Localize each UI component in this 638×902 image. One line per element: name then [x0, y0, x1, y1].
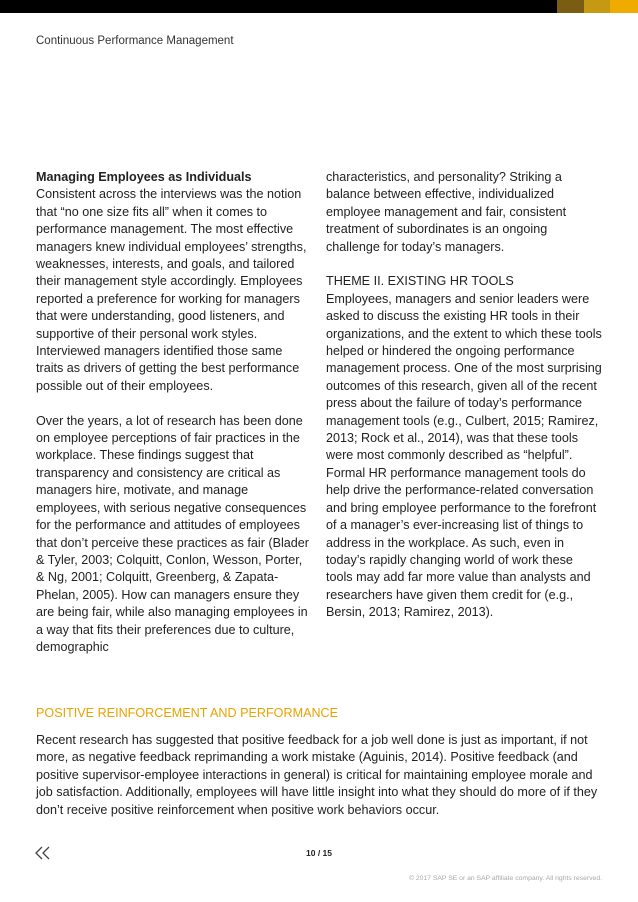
- theme-heading: THEME II. EXISTING HR TOOLS: [326, 274, 514, 289]
- accent-chip-light: [610, 0, 638, 13]
- section-body: [36, 732, 602, 819]
- page-number: 10 / 15: [306, 848, 332, 858]
- right-paragraph-2: Employees, managers and senior leaders were asked to discuss the existing HR tools in their organizations, and the extent to which these tools helped or hindered the ongoing performance management process. One of the most surprising outcomes of this research, given all of the recent press about the failure of today’s performance management tools (e.g., Culbert, 2015; Ramirez, 2013; Rock et al., 2014), was that these tools were most commonly described as “helpful”. Formal HR performance management tools do help drive the performance-related conversation and bring employee performance to the forefront of a manager’s ever-increasing list of things to address in the workplace. As such, even in today’s rapidly changing world of work these tools may add far more value than analysts and researchers have given them credit for (e.g., Bersin, 2013; Ramirez, 2013).: [326, 291, 602, 620]
- left-column: [36, 169, 312, 656]
- top-bar: [0, 0, 638, 13]
- left-paragraph-2: Over the years, a lot of research has been done on employee perceptions of fair practices in the workplace. These findings suggest that transparency and consistency are critical as managers hire, motivate, and manage employees, with serious negative consequences for the performance and attitudes of employees that don’t perceive these practices as fair (Blader & Tyler, 2003; Colquitt, Conlon, Wesson, Porter, & Ng, 2001; Colquitt, Greenberg, & Zapata-Phelan, 2005). How can managers ensure they are being fair, while also managing employees in a way that fits their preferences due to culture, demographic: [36, 413, 310, 654]
- copyright-notice: © 2017 SAP SE or an SAP affiliate company. All rights reserved.: [408, 875, 602, 882]
- right-column: [326, 169, 602, 622]
- left-paragraph-1: Consistent across the interviews was the notion that “no one size fits all” when it comes to performance management. The most effective managers knew individual employees’ strengths, weaknesses, interests, and goals, and tailored their management style accordingly. Employees reported a preference for working for managers that were understanding, good listeners, and supportive of their personal work styles. Interviewed managers identified those same traits as drivers of getting the best performance possible out of their employees.: [36, 187, 307, 393]
- running-header: Continuous Performance Management: [36, 35, 234, 47]
- section-paragraph: Recent research has suggested that positive feedback for a job well done is just as important, if not more, as negative feedback reprimanding a work mistake (Aguinis, 2014). Positive feedback (and positive supervisor-employee interactions in general) is critical for maintaining employee morale and job satisfaction. Additionally, employees will have little insight into what they should do more of if they don’t receive positive reinforcement when positive work behaviors occur.: [36, 733, 598, 817]
- accent-chip-dark: [557, 0, 584, 13]
- right-paragraph-1: characteristics, and personality? Striking a balance between effective, individualized employee management and fair, consistent treatment of subordinates is an ongoing challenge for today’s managers.: [326, 170, 567, 254]
- accent-chip-mid: [584, 0, 610, 13]
- subheading-managing-individuals: Managing Employees as Individuals: [36, 170, 252, 184]
- section-heading: POSITIVE REINFORCEMENT AND PERFORMANCE: [36, 706, 339, 720]
